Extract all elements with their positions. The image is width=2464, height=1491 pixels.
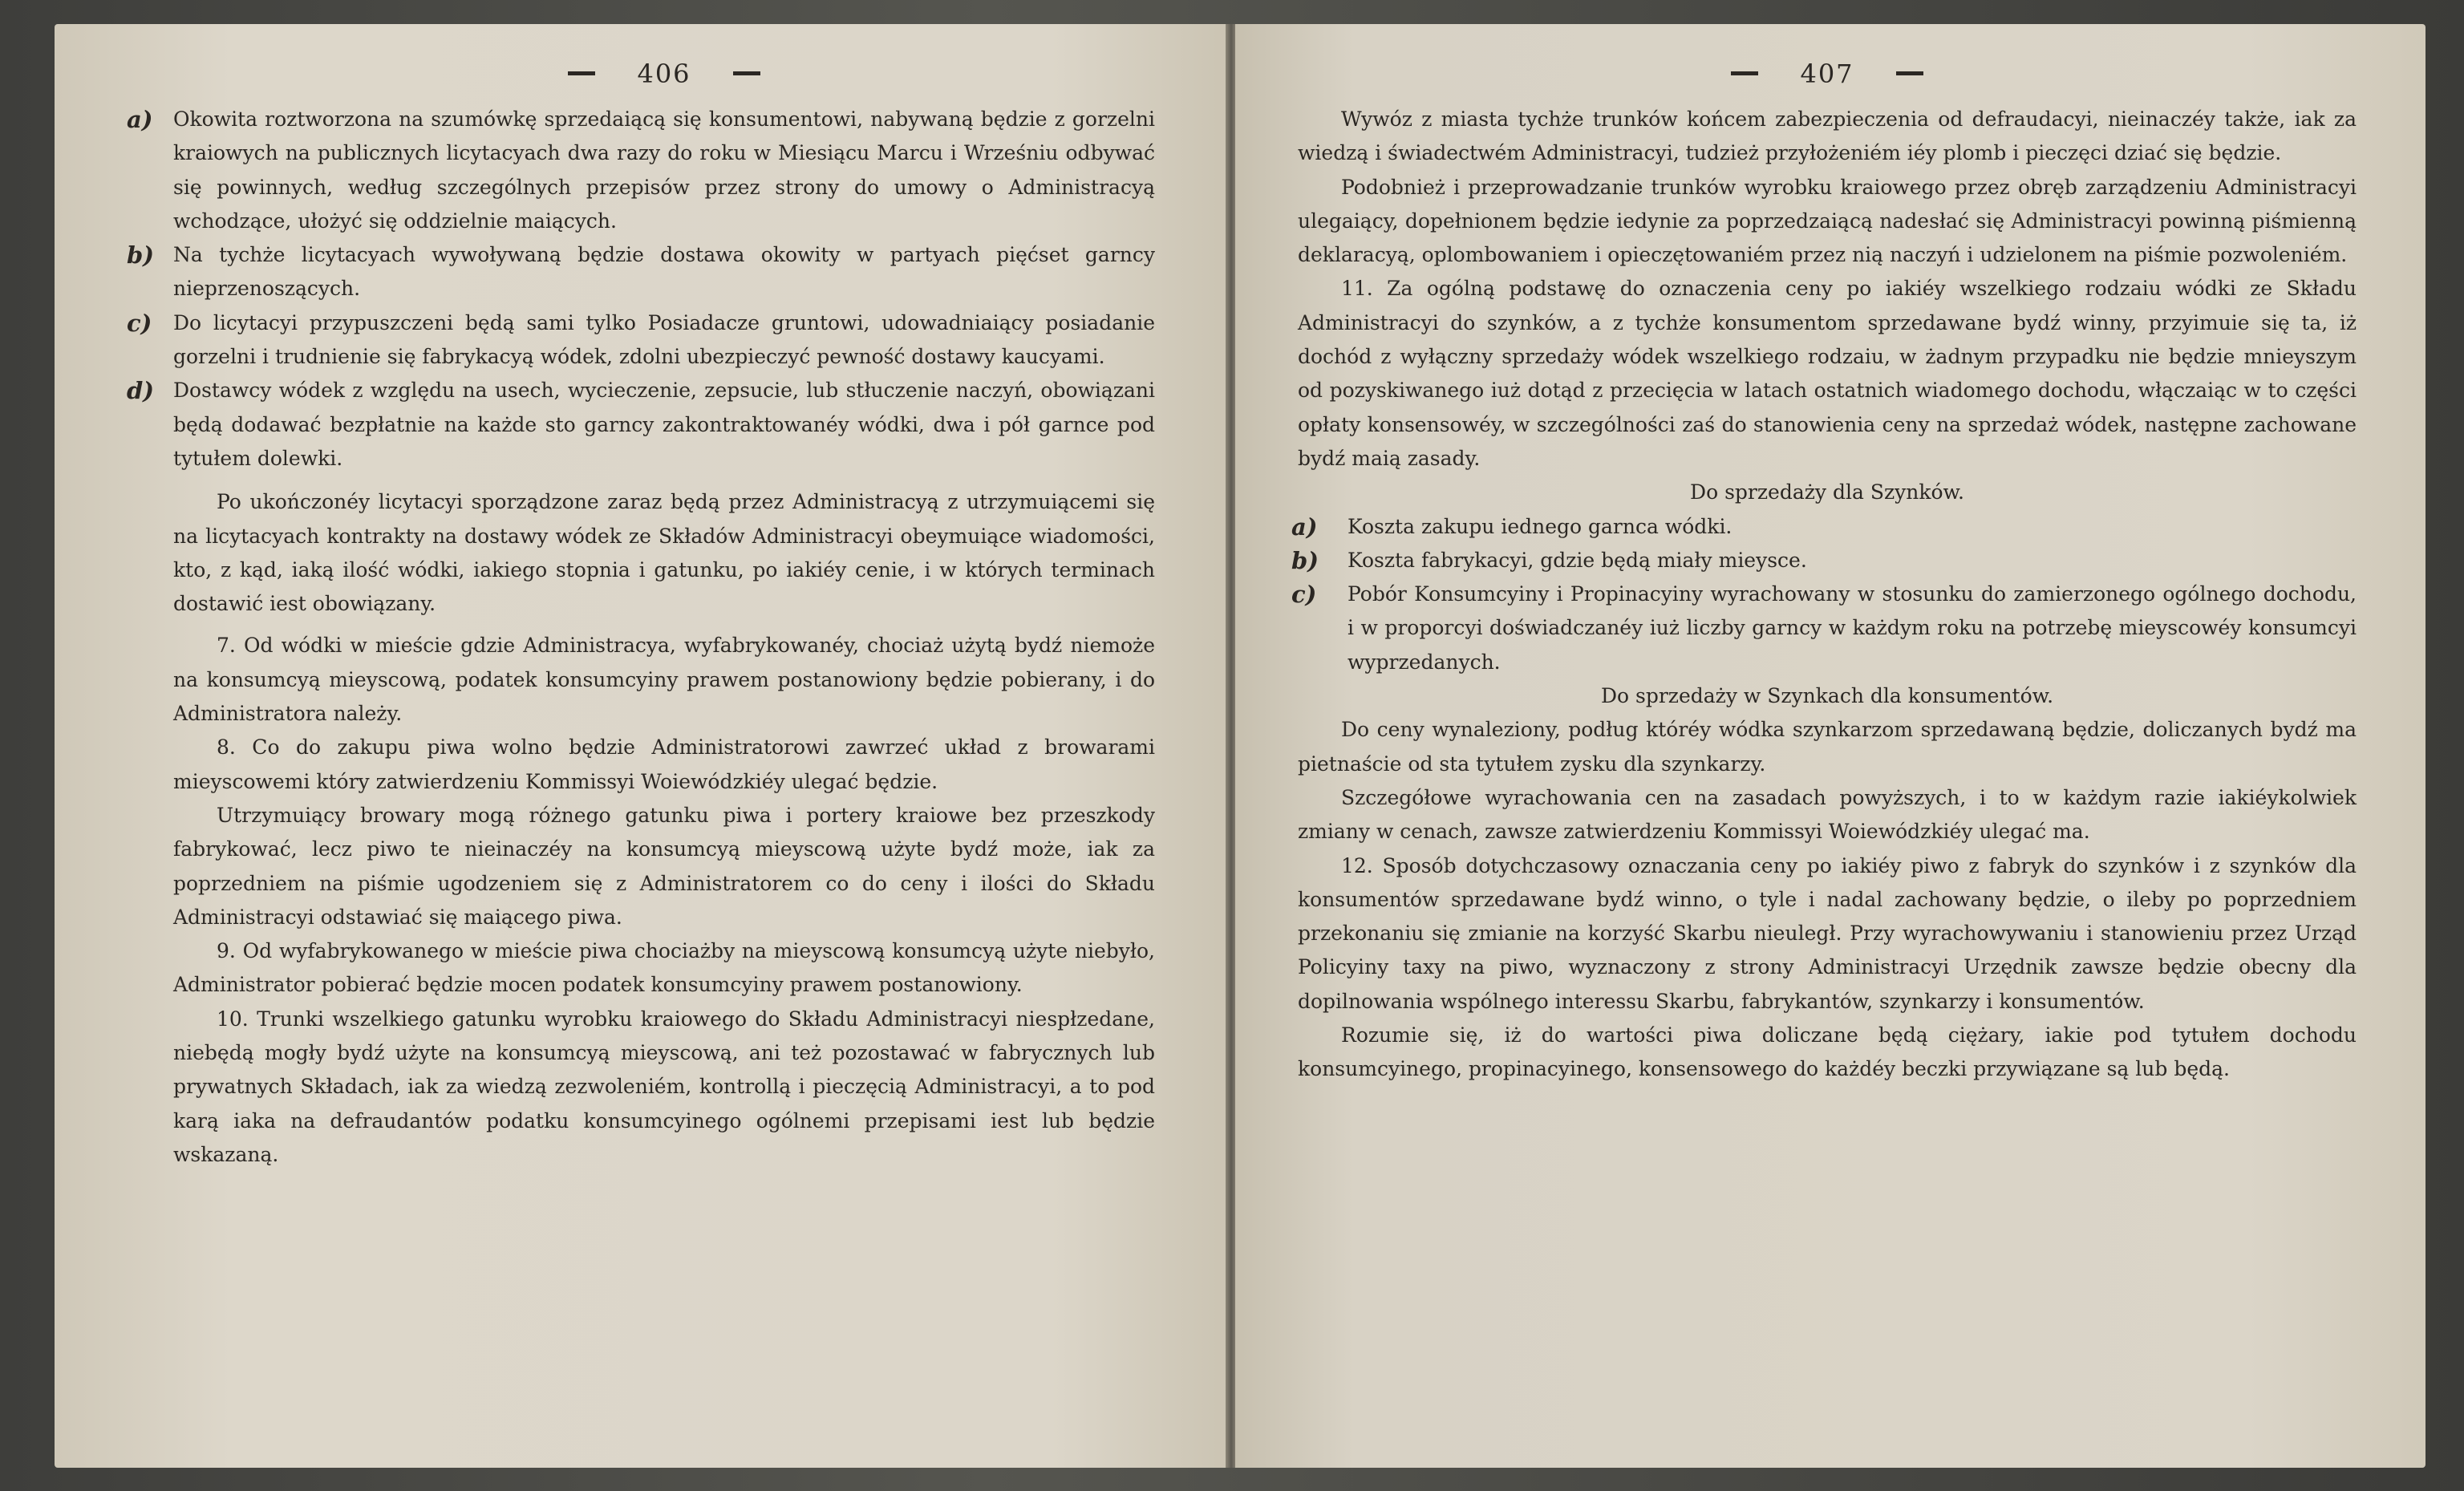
item-text: Do licytacyi przypuszczeni będą sami tylko Posiadacze gruntowi, udowadniaiący posiadanie gorzelni i trudnienie się fabrykacyą wódek, zdolni ubezpieczyć pewność dostawy kaucyami.	[173, 310, 1155, 369]
item-marker: c)	[127, 309, 152, 337]
item-text: Koszta fabrykacyi, gdzie będą miały mieysce.	[1348, 548, 1807, 572]
item-text: Pobór Konsumcyiny i Propinacyiny wyrachowany w stosunku do zamierzonego ogólnego dochodu, i w proporcyi doświadczanéy iuż liczby garncy w każdym roku na potrzebę mieyscowéy konsumcyi wyprzedanych.	[1348, 582, 2357, 674]
paragraph: 10. Trunki wszelkiego gatunku wyrobku kraiowego do Składu Administracyi niespłzedane, niebędą mogły bydź użyte na konsumcyą mieyscową, ani też pozostawać w fabrycznych lub prywatnych Składach, iak za wiedzą zezwoleniém, kontrollą i pieczęcią Administracyi, a to pod karą iaka na defraudantów podatku konsumcyinego ogólnemi przepisami iest lub będzie wskazaną.	[173, 1007, 1155, 1166]
item-text: Okowita roztworzona na szumówkę sprzedaiącą się konsumentowi, nabywaną będzie z gorzelni kraiowych na publicznych licytacyach dwa razy do roku w Miesiącu Marcu i Wrześniu odbywać się powinnych, według szczególnych przepisów przez strony do umowy o Administracyą wchodzące, ułożyć się oddzielnie maiących.	[173, 107, 1155, 233]
page-number: 407	[1800, 58, 1854, 89]
paragraph: 9. Od wyfabrykowanego w mieście piwa chociażby na mieyscową konsumcyą użyte niebyło, Administrator pobierać będzie mocen podatek konsumcyiny prawem postanowiony.	[173, 939, 1155, 997]
right-page	[1235, 24, 2426, 1468]
page-header-right	[1298, 56, 2357, 88]
section-heading: Do sprzedaży w Szynkach dla konsumentów.	[1600, 684, 2054, 708]
paragraph: Do ceny wynaleziony, podług któréy wódka szynkarzom sprzedawaną będzie, doliczanych bydź ma pietnaście od sta tytułem zysku dla szynkarzy.	[1298, 718, 2357, 776]
list-item	[127, 238, 1155, 306]
list-item	[1291, 577, 2357, 679]
item-marker: d)	[127, 377, 154, 405]
paragraph: Po ukończonéy licytacyi sporządzone zaraz będą przez Administracyą z utrzymuiącemi się na licytacyach kontrakty na dostawy wódek ze Składów Administracyi obeymuiące wiadomości, kto, z kąd, iaką ilość wódki, iakiego stopnia i gatunku, po iakiéy cenie, i w których terminach dostawić iest obowiązany.	[173, 490, 1155, 616]
header-dash	[1731, 71, 1758, 75]
item-marker: a)	[127, 106, 153, 133]
paragraph: Podobnież i przeprowadzanie trunków wyrobku kraiowego przez obręb zarządzeniu Administracyi ulegaiący, dopełnionem będzie iedynie za poprzedzaiącą nadesłać się Administracyi powinną piśmienną deklaracyą, oplombowaniem i opieczętowaniém przez nią naczyń i udzielonem na piśmie pozwoleniém.	[1298, 175, 2357, 267]
header-dash	[568, 71, 595, 75]
paragraph: 8. Co do zakupu piwa wolno będzie Administratorowi zawrzeć układ z browarami mieyscowemi który zatwierdzeniu Kommissyi Woiewódzkiéy ulegać będzie.	[173, 735, 1155, 793]
paragraph: 11. Za ogólną podstawę do oznaczenia ceny po iakiéy wszelkiego rodzaiu wódki ze Składu Administracyi do szynków, a z tychże konsumentom sprzedawane bydź winny, przyimuie się ta, iż dochód z wyłączny sprzedaży wódek wszelkiego rodzaiu, w żadnym przypadku nie będzie mnieyszym od pozyskiwanego iuż dotąd z przecięcia w latach ostatnich wiadomego dochodu, włączaiąc w to części opłaty konsensowéy, w szczególności zaś do stanowienia ceny na sprzedaż wódek, następne zachowane bydź maią zasady.	[1298, 277, 2357, 470]
item-text: Na tychże licytacyach wywoływaną będzie dostawa okowity w partyach pięćset garncy nieprzenoszących.	[173, 243, 1155, 301]
list-item	[127, 306, 1155, 375]
list-item	[1291, 510, 2357, 544]
list-item	[127, 103, 1155, 238]
paragraph: 12. Sposób dotychczasowy oznaczania ceny po iakiéy piwo z fabryk do szynków i z szynków dla konsumentów sprzedawane bydź winno, o tyle i nadal zachowany będzie, o ileby po poprzedniem przekonaniu się zmianie na korzyść Skarbu nieuległ. Przy wyrachowywaniu i stanowieniu przez Urząd Policyiny taxy na piwo, wyznaczony z strony Administracyi Urzędnik zawsze będzie obecny dla dopilnowania wspólnego interessu Skarbu, fabrykantów, szynkarzy i konsumentów.	[1298, 853, 2357, 1013]
page-number: 406	[637, 58, 691, 89]
page-header-left	[173, 56, 1155, 88]
item-text: Dostawcy wódek z względu na usech, wycieczenie, zepsucie, lub stłuczenie naczyń, obowiązani będą dodawać bezpłatnie na każde sto garncy zakontraktowanéy wódki, dwa i pół garnce pod tytułem dolewki.	[173, 379, 1155, 470]
header-dash	[1896, 71, 1923, 75]
paragraph: Wywóz z miasta tychże trunków końcem zabezpieczenia od defraudacyi, nieinaczéy także, iak za wiedzą i świadectwém Administracyi, tudzież przyłożeniém iéy plomb i pieczęci dziać się będzie.	[1298, 107, 2357, 165]
item-marker: a)	[1291, 513, 1318, 541]
header-dash	[733, 71, 760, 75]
paragraph: Szczegółowe wyrachowania cen na zasadach powyższych, i to w każdym razie iakiéykolwiek zmiany w cenach, zawsze zatwierdzeniu Kommissyi Woiewódzkiéy ulegać ma.	[1298, 785, 2357, 844]
paragraph: Rozumie się, iż do wartości piwa doliczane będą ciężary, iakie pod tytułem dochodu konsumcyinego, propinacyinego, konsensowego do każdéy beczki przywiązane są lub będą.	[1298, 1023, 2357, 1081]
list-item	[127, 374, 1155, 476]
item-marker: b)	[127, 241, 154, 269]
list-item	[1291, 544, 2357, 577]
item-marker: c)	[1291, 581, 1317, 609]
left-page	[55, 24, 1227, 1468]
paragraph: 7. Od wódki w mieście gdzie Administracya, wyfabrykowanéy, chociaż użytą bydź niemoże na konsumcyą mieyscową, podatek konsumcyiny prawem postanowiony będzie pobierany, i do Administratora należy.	[173, 634, 1155, 726]
paragraph: Utrzymuiący browary mogą różnego gatunku piwa i portery kraiowe bez przeszkody fabrykować, lecz piwo te nieinaczéy na konsumcyą mieyscową użyte bydź może, iak za poprzedniem na piśmie ugodzeniem się z Administratorem co do ceny i ilości do Składu Administracyi odstawiać się maiącego piwa.	[173, 803, 1155, 929]
section-heading: Do sprzedaży dla Szynków.	[1690, 480, 1964, 504]
item-marker: b)	[1291, 546, 1319, 574]
item-text: Koszta zakupu iednego garnca wódki.	[1348, 514, 1732, 538]
